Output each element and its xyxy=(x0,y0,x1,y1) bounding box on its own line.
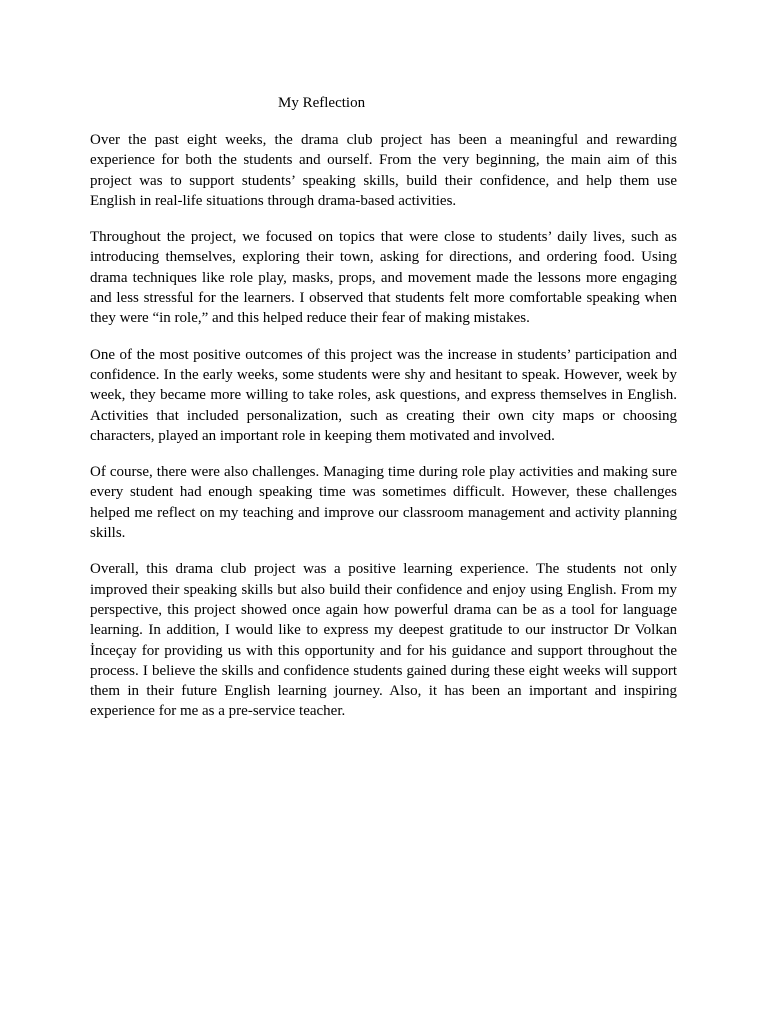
paragraph-4: Of course, there were also challenges. Managing time during role play activities and making sure every student had enough speaking time was sometimes difficult. However, these challenges helped me reflect on my teaching and improve our classroom management and activity planning skills. xyxy=(90,464,677,542)
document-body xyxy=(90,130,677,738)
paragraph-1: Over the past eight weeks, the drama club project has been a meaningful and rewarding experience for both the students and ourself. From the very beginning, the main aim of this project was to support students’ speaking skills, build their confidence, and help them use English in real-life situations through drama-based activities. xyxy=(90,132,677,209)
paragraph-2: Throughout the project, we focused on topics that were close to students’ daily lives, such as introducing themselves, exploring their town, asking for directions, and ordering food. Using drama techniques like role play, masks, props, and movement made the lessons more engaging and less stressful for the learners. I observed that students felt more comfortable speaking when they were “in role,” and this helped reduce their fear of making mistakes. xyxy=(90,229,677,327)
paragraph-3: One of the most positive outcomes of this project was the increase in students’ participation and confidence. In the early weeks, some students were shy and hesitant to speak. However, week by week, they became more willing to take roles, ask questions, and express themselves in English. Activities that included personalization, such as creating their own city maps or choosing characters, played an important role in keeping them motivated and involved. xyxy=(90,346,677,444)
document-title: My Reflection xyxy=(278,95,366,111)
paragraph-5: Overall, this drama club project was a positive learning experience. The students not only improved their speaking skills but also build their confidence and enjoy using English. From my perspective, this project showed once again how powerful drama can be as a tool for language learning. In addition, I would like to express my deepest gratitude to our instructor Dr Volkan İnceçay for providing us with this opportunity and for his guidance and support throughout the process. I believe the skills and confidence students gained during these eight weeks will support them in their future English learning journey. Also, it has been an important and inspiring experience for me as a pre-service teacher. xyxy=(90,561,677,720)
